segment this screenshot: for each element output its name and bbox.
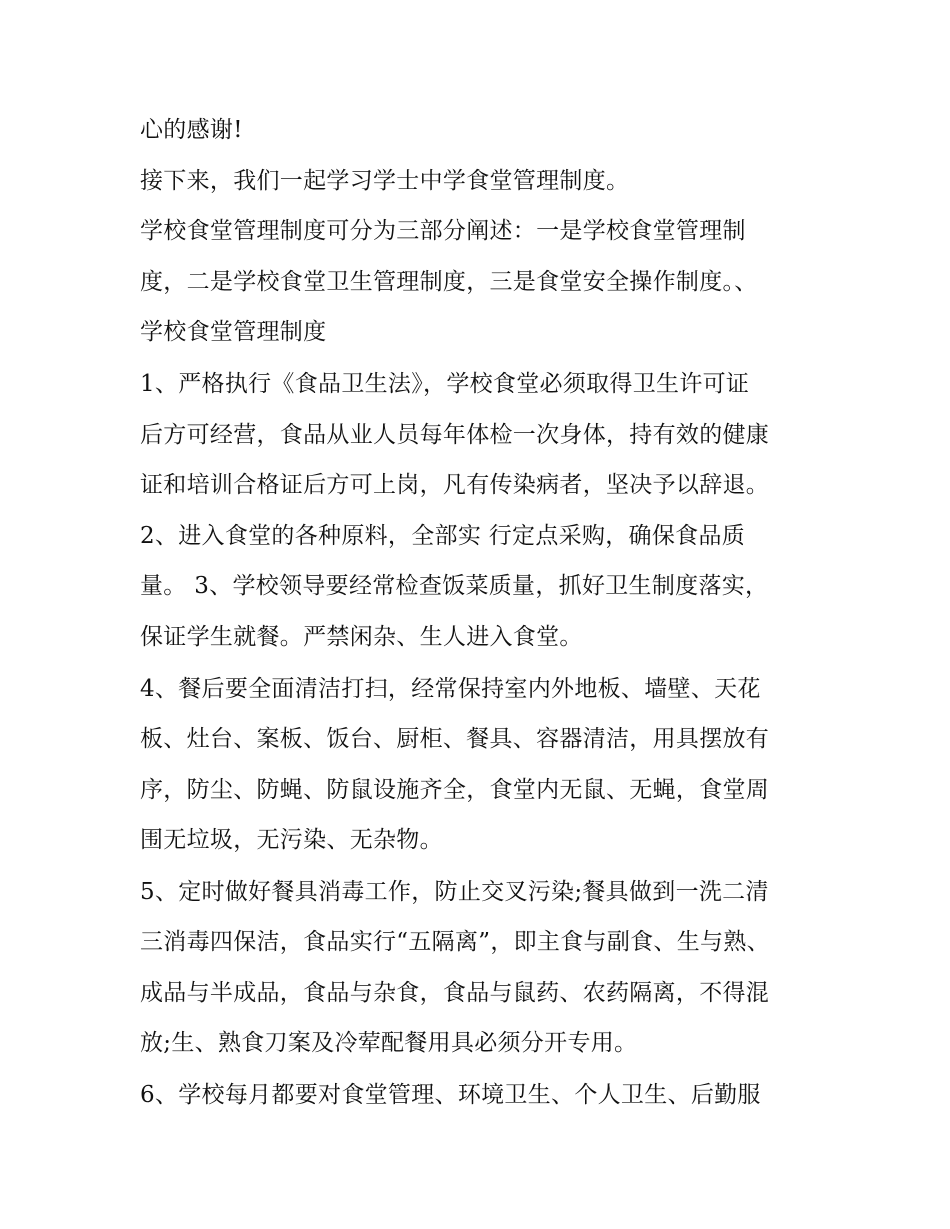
text-line: 序，防尘、防蝇、防鼠设施齐全，食堂内无鼠、无蝇，食堂周 [140,777,770,803]
text-line: 证和培训合格证后方可上岗，凡有传染病者，坚决予以辞退。 [140,472,770,498]
text-line: 后方可经营，食品从业人员每年体检一次身体，持有效的健康 [140,422,770,448]
text-line: 保证学生就餐。严禁闲杂、生人进入食堂。 [140,624,583,650]
text-line: 量。 3、学校领导要经常检查饭菜质量，抓好卫生制度落实， [140,573,769,599]
text-line: 学校食堂管理制度可分为三部分阐述：一是学校食堂管理制 [140,218,746,244]
text-line: 5、定时做好餐具消毒工作，防止交叉污染;餐具做到一洗二清 [140,879,769,905]
text-line: 度，二是学校食堂卫生管理制度，三是食堂安全操作制度。、 [140,269,758,295]
text-line: 心的感谢! [140,117,243,143]
text-line: 放;生、熟食刀案及冷荤配餐用具必须分开专用。 [140,1030,638,1056]
text-line: 围无垃圾，无污染、无杂物。 [140,827,443,853]
text-line: 2、进入食堂的各种原料，全部实 行定点采购，确保食品质 [140,523,746,549]
text-line: 接下来，我们一起学习学士中学食堂管理制度。 [140,168,630,194]
text-line: 板、灶台、案板、饭台、厨柜、餐具、容器清洁，用具摆放有 [140,726,770,752]
text-line: 1、严格执行《食品卫生法》，学校食堂必须取得卫生许可证 [140,371,750,397]
section-heading: 学校食堂管理制度 [140,319,327,345]
text-line: 6、学校每月都要对食堂管理、环境卫生、个人卫生、后勤服 [140,1082,761,1108]
text-line: 成品与半成品，食品与杂食，食品与鼠药、农药隔离，不得混 [140,980,770,1006]
text-line: 4、餐后要全面清洁打扫，经常保持室内外地板、墙壁、天花 [140,676,761,702]
text-line: 三消毒四保洁，食品实行“五隔离”，即主食与副食、生与熟、 [140,929,770,955]
